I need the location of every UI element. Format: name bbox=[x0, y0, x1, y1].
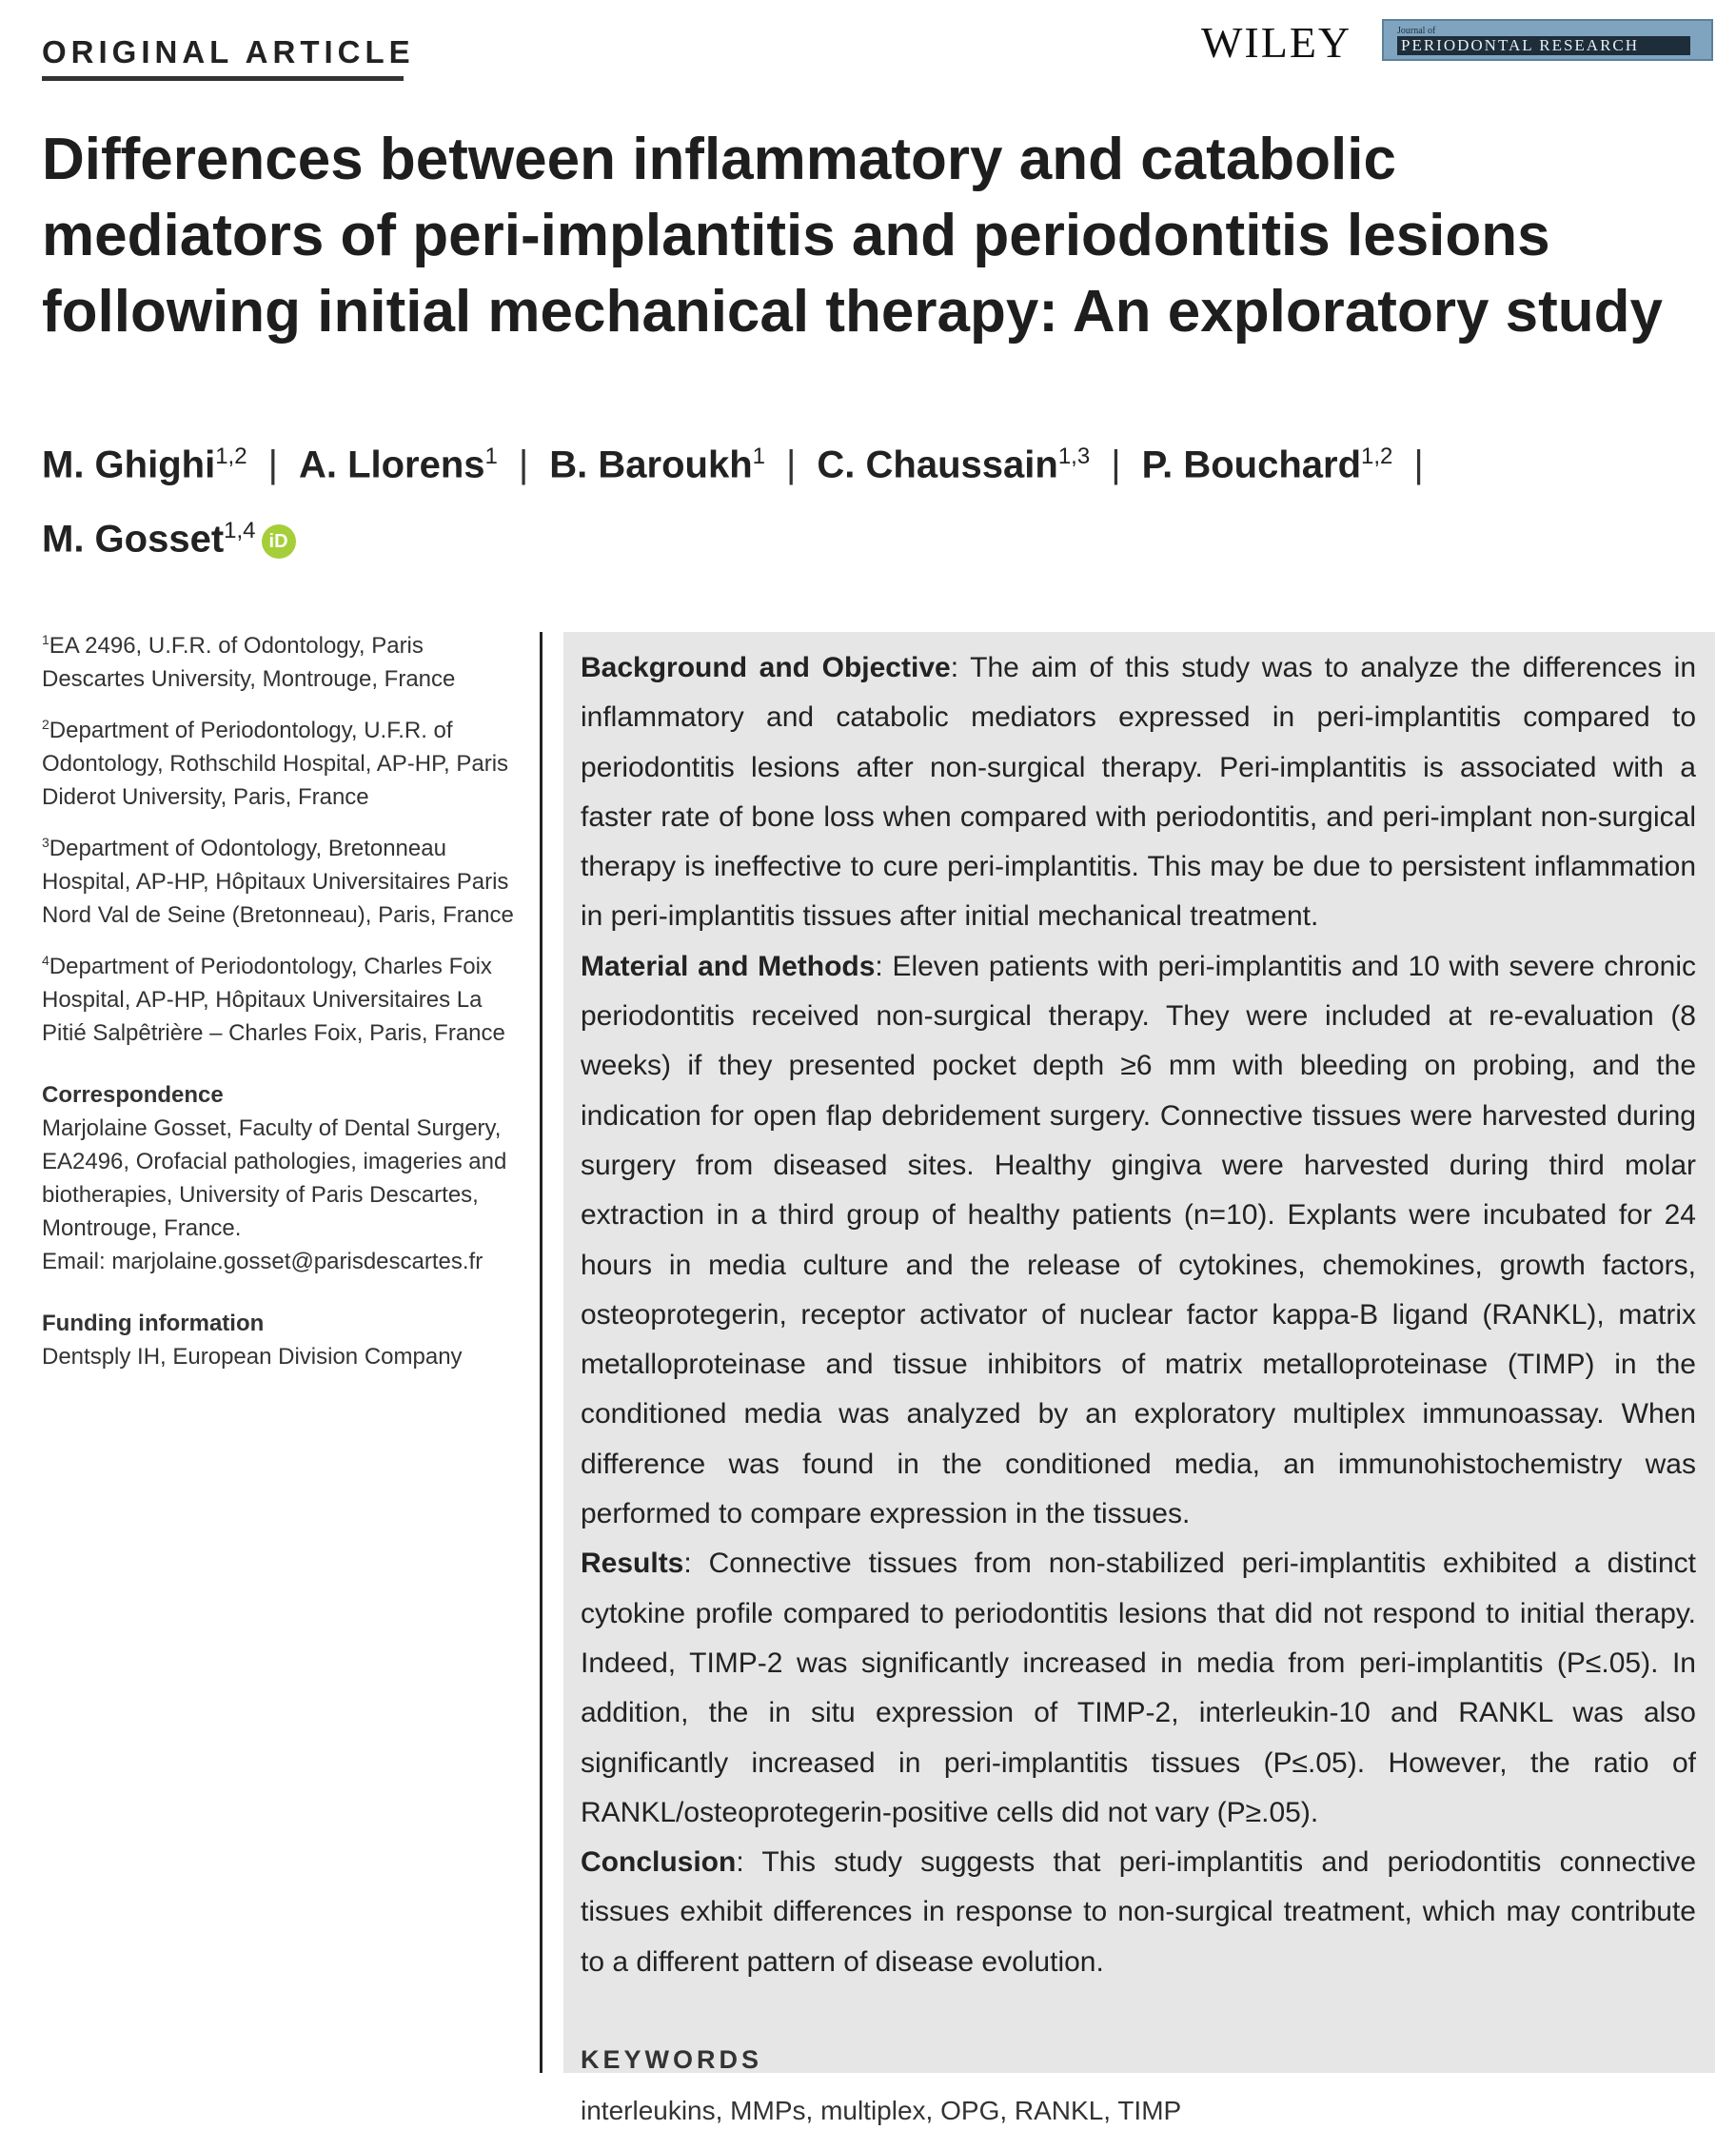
author-separator: | bbox=[267, 444, 278, 486]
column-divider bbox=[540, 632, 542, 2073]
correspondence-heading: Correspondence bbox=[42, 1082, 224, 1108]
author-affiliation-number: 1,2 bbox=[215, 444, 247, 469]
correspondence-email[interactable]: Email: marjolaine.gosset@parisdescartes.fr bbox=[42, 1249, 483, 1274]
abstract-conclusion: Conclusion: This study suggests that peri-implantitis and periodontitis connective tissues exhibit differences in response to non-surgical treatment, which may contribute to a different pattern of disease evolution. bbox=[581, 1846, 1696, 1978]
author-separator: | bbox=[518, 444, 529, 486]
author-list bbox=[42, 424, 1660, 573]
author-separator: | bbox=[786, 444, 797, 486]
orcid-icon[interactable]: iD bbox=[262, 524, 296, 559]
affiliation: $^1$EA 2496, U.F.R. of Odontology, Paris Descartes University, Montrouge, France bbox=[42, 632, 456, 692]
abstract-results: Results: Connective tissues from non-stabilized peri-implantitis exhibited a distinct cytokine profile compared to periodontitis lesions that did not respond to initial therapy. Indeed, TIMP-2 was significantly increased in media from peri-implantitis (P≤.05). In addition, the in situ expression of TIMP-2, interleukin-10 and RANKL was also significantly increased in peri-implantitis tissues (P≤.05). However, the ratio of RANKL/osteoprotegerin-positive cells did not vary (P≥.05). bbox=[581, 1548, 1696, 1828]
author-affiliation-number: 1 bbox=[752, 444, 766, 469]
abstract-background: Background and Objective: The aim of this study was to analyze the differences in inflammatory and catabolic mediators expressed in peri-implantitis compared to periodontitis lesions after non-surgical therapy. Peri-implantitis is associated with a faster rate of bone loss when compared with periodontitis, and peri-implant non-surgical therapy is ineffective to cure peri-implantitis. This may be due to persistent inflammation in peri-implantitis tissues after initial mechanical treatment. bbox=[581, 652, 1697, 933]
keywords-text: interleukins, MMPs, multiplex, OPG, RANKL, TIMP bbox=[581, 2096, 1182, 2126]
affiliation: $^3$Department of Odontology, Bretonneau Hospital, AP-HP, Hôpitaux Universitaires Paris Nord Val de Seine (Bretonneau), Paris, France bbox=[42, 835, 514, 928]
funding-text: Dentsply IH, European Division Company bbox=[42, 1344, 463, 1370]
section-underline bbox=[42, 76, 404, 81]
author-name[interactable]: B. Baroukh bbox=[549, 444, 753, 486]
article-title: Differences between inflammatory and catabolic mediators of peri-implantitis and periodontitis lesions following initial mechanical therapy: An exploratory study bbox=[42, 127, 1664, 345]
author-affiliation-number: 1,2 bbox=[1361, 444, 1393, 469]
affiliation: $^4$Department of Periodontology, Charles Foix Hospital, AP-HP, Hôpitaux Universitaires La Pitié Salpêtrière – Charles Foix, Paris, France bbox=[42, 953, 505, 1046]
correspondence-text: Marjolaine Gosset, Faculty of Dental Surgery, EA2496, Orofacial pathologies, imageries and biotherapies, University of Paris Descartes, Montrouge, France. bbox=[42, 1115, 507, 1241]
author-name[interactable]: A. Llorens bbox=[298, 444, 485, 486]
author-affiliation-number: 1,4 bbox=[224, 518, 256, 544]
author-name[interactable]: M. Gosset bbox=[42, 518, 225, 561]
author-separator: | bbox=[1111, 444, 1121, 486]
abstract-methods: Material and Methods: Eleven patients with peri-implantitis and 10 with severe chronic periodontitis received non-surgical therapy. They were included at re-evaluation (8 weeks) if they presented pocket depth ≥6 mm with bleeding on probing, and the indication for open flap debridement surgery. Connective tissues were harvested during surgery from diseased sites. Healthy gingiva were harvested during third molar extraction in a third group of healthy patients (n=10). Explants were incubated for 24 hours in media culture and the release of cytokines, chemokines, growth factors, osteoprotegerin, receptor activator of nuclear factor kappa-B ligand (RANKL), matrix metalloproteinase and tissue inhibitors of matrix metalloproteinase (TIMP) in the conditioned media was analyzed by an exploratory multiplex immunoassay. When difference was found in the conditioned media, an immunohistochemistry was performed to compare expression in the tissues. bbox=[581, 950, 1696, 1530]
author-affiliation-number: 1 bbox=[484, 444, 498, 469]
abstract-box bbox=[563, 632, 1715, 2126]
author-name[interactable]: C. Chaussain bbox=[817, 444, 1058, 486]
journal-logo bbox=[1382, 19, 1713, 61]
funding-heading: Funding information bbox=[42, 1311, 265, 1336]
author-separator: | bbox=[1413, 444, 1424, 486]
keywords-label: KEYWORDS bbox=[581, 2045, 763, 2075]
publisher-logo: WILEY bbox=[1201, 18, 1352, 67]
affiliation: $^2$Department of Periodontology, U.F.R. of Odontology, Rothschild Hospital, AP-HP, Paris Diderot University, Paris, France bbox=[42, 717, 509, 810]
article-sidebar bbox=[42, 623, 518, 1373]
section-label: ORIGINAL ARTICLE bbox=[42, 34, 415, 69]
author-name[interactable]: M. Ghighi bbox=[42, 444, 216, 486]
journal-logo-name: PERIODONTAL RESEARCH bbox=[1397, 36, 1690, 55]
author-name[interactable]: P. Bouchard bbox=[1141, 444, 1362, 486]
author-affiliation-number: 1,3 bbox=[1057, 444, 1091, 469]
journal-logo-small-text: Journal of bbox=[1397, 25, 1436, 36]
